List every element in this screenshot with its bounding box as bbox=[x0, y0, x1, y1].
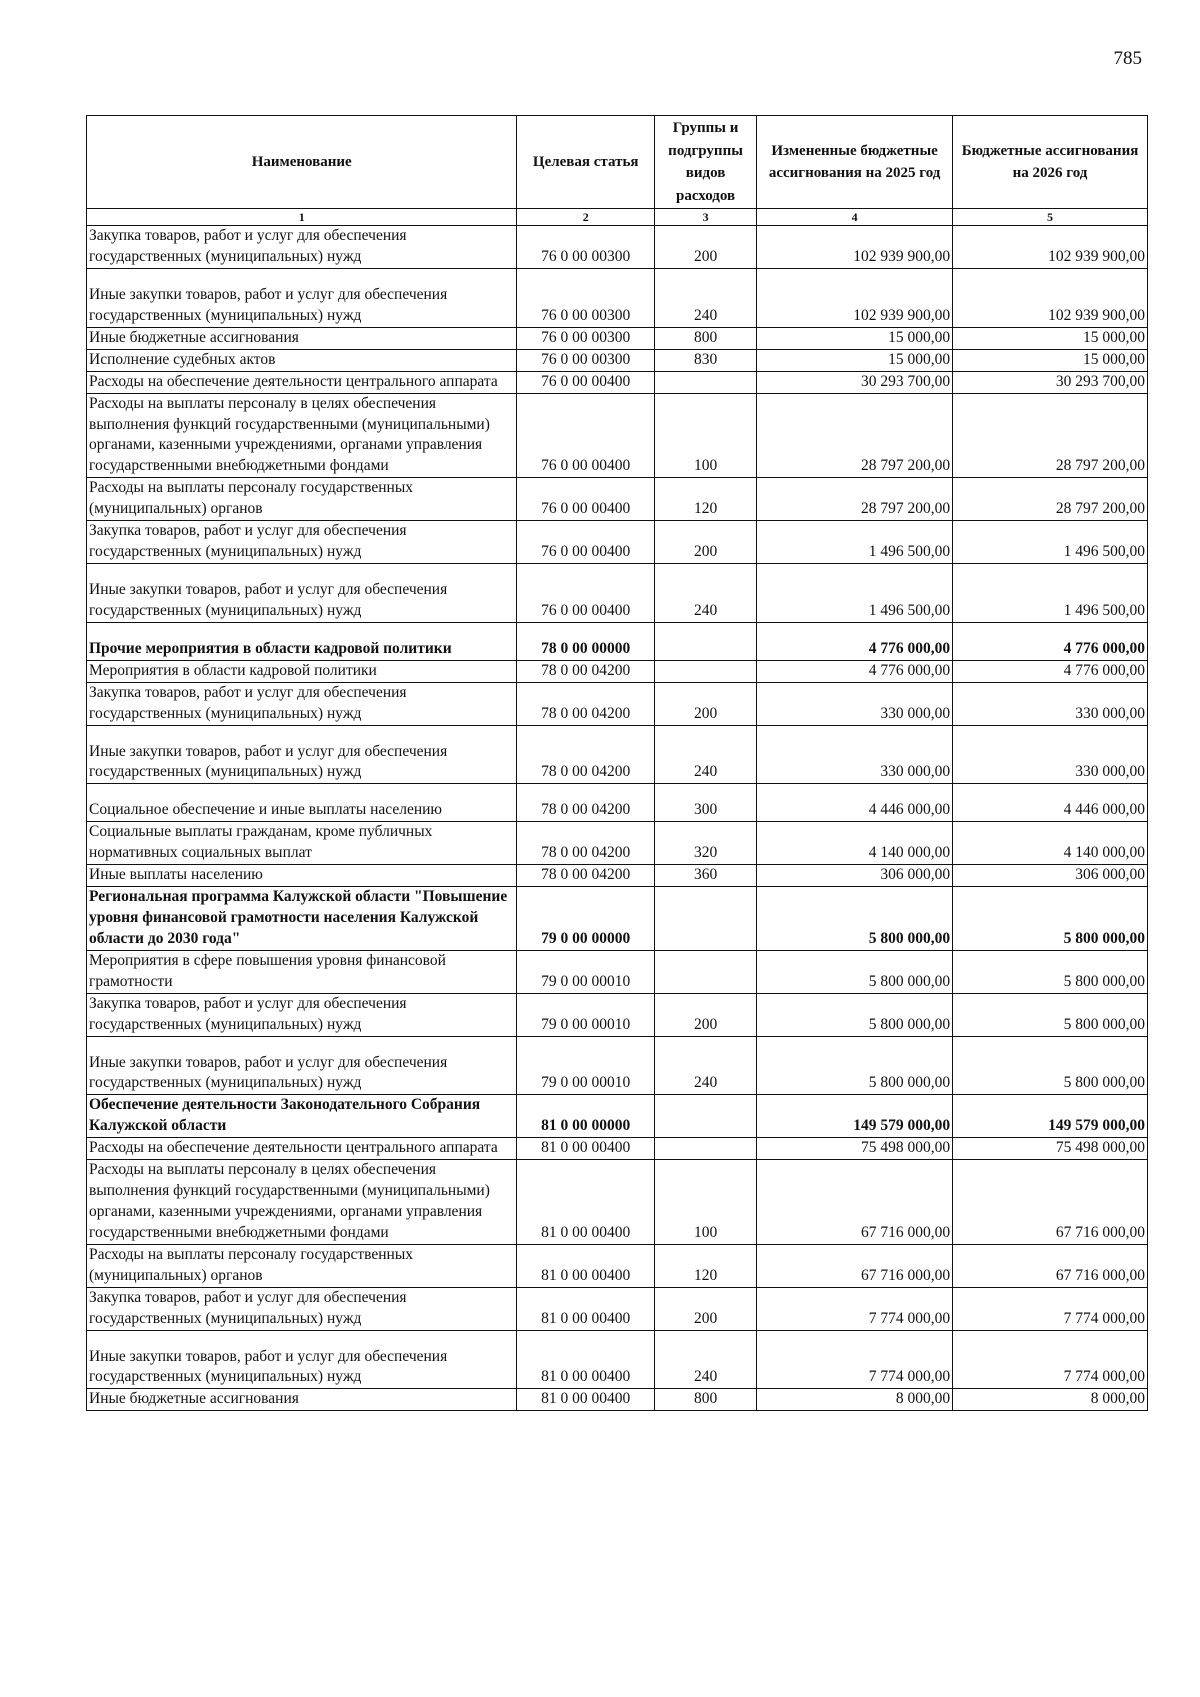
row-amount-2026: 330 000,00 bbox=[953, 725, 1148, 784]
header-expense-groups: Группы и подгруппы видов расходов bbox=[655, 116, 757, 209]
column-number: 2 bbox=[517, 209, 655, 226]
row-amount-2025: 5 800 000,00 bbox=[757, 993, 953, 1036]
table-row bbox=[87, 822, 1148, 865]
row-target-article: 81 0 00 00400 bbox=[517, 1287, 655, 1330]
header-target-article: Целевая статья bbox=[517, 116, 655, 209]
table-row bbox=[87, 1095, 1148, 1138]
table-row bbox=[87, 478, 1148, 521]
row-target-article: 78 0 00 04200 bbox=[517, 725, 655, 784]
row-name: Прочие мероприятия в области кадровой политики bbox=[87, 622, 517, 660]
row-amount-2026: 5 800 000,00 bbox=[953, 950, 1148, 993]
header-name: Наименование bbox=[87, 116, 517, 209]
row-name: Исполнение судебных актов bbox=[87, 349, 517, 371]
row-target-article: 78 0 00 04200 bbox=[517, 865, 655, 887]
row-amount-2026: 102 939 900,00 bbox=[953, 226, 1148, 269]
column-number: 3 bbox=[655, 209, 757, 226]
row-name: Расходы на выплаты персоналу в целях обеспечения выполнения функций государственными (муниципальными) органами, казенными учреждениями, органами управления государственными внебюджетными фондами bbox=[87, 1160, 517, 1245]
table-row bbox=[87, 327, 1148, 349]
row-name: Иные закупки товаров, работ и услуг для обеспечения государственных (муниципальных) нужд bbox=[87, 269, 517, 328]
row-name: Закупка товаров, работ и услуг для обеспечения государственных (муниципальных) нужд bbox=[87, 682, 517, 725]
row-expense-group bbox=[655, 1095, 757, 1138]
row-amount-2025: 8 000,00 bbox=[757, 1389, 953, 1411]
row-expense-group: 120 bbox=[655, 478, 757, 521]
page-number: 785 bbox=[1113, 48, 1142, 69]
row-name: Иные закупки товаров, работ и услуг для обеспечения государственных (муниципальных) нужд bbox=[87, 1330, 517, 1389]
row-amount-2026: 30 293 700,00 bbox=[953, 371, 1148, 393]
row-amount-2026: 4 776 000,00 bbox=[953, 660, 1148, 682]
row-expense-group: 360 bbox=[655, 865, 757, 887]
row-name: Мероприятия в области кадровой политики bbox=[87, 660, 517, 682]
row-target-article: 79 0 00 00000 bbox=[517, 887, 655, 951]
row-expense-group: 800 bbox=[655, 327, 757, 349]
row-expense-group: 240 bbox=[655, 1330, 757, 1389]
table-row bbox=[87, 521, 1148, 564]
row-amount-2025: 4 140 000,00 bbox=[757, 822, 953, 865]
row-amount-2025: 75 498 000,00 bbox=[757, 1138, 953, 1160]
row-amount-2025: 7 774 000,00 bbox=[757, 1287, 953, 1330]
row-name: Иные закупки товаров, работ и услуг для обеспечения государственных (муниципальных) нужд bbox=[87, 1036, 517, 1095]
table-row bbox=[87, 725, 1148, 784]
row-target-article: 81 0 00 00400 bbox=[517, 1160, 655, 1245]
row-expense-group bbox=[655, 622, 757, 660]
row-target-article: 76 0 00 00300 bbox=[517, 269, 655, 328]
row-amount-2026: 306 000,00 bbox=[953, 865, 1148, 887]
row-name: Расходы на выплаты персоналу государственных (муниципальных) органов bbox=[87, 1244, 517, 1287]
row-amount-2026: 28 797 200,00 bbox=[953, 478, 1148, 521]
row-amount-2026: 67 716 000,00 bbox=[953, 1244, 1148, 1287]
row-target-article: 81 0 00 00400 bbox=[517, 1244, 655, 1287]
table-row bbox=[87, 950, 1148, 993]
row-expense-group: 800 bbox=[655, 1389, 757, 1411]
header-amount-2025: Измененные бюджетные ассигнования на 2025 год bbox=[757, 116, 953, 209]
row-target-article: 76 0 00 00300 bbox=[517, 226, 655, 269]
row-amount-2025: 5 800 000,00 bbox=[757, 950, 953, 993]
header-row bbox=[87, 116, 1148, 209]
row-name: Расходы на выплаты персоналу в целях обеспечения выполнения функций государственными (муниципальными) органами, казенными учреждениями, органами управления государственными внебюджетными фондами bbox=[87, 393, 517, 478]
row-name: Иные выплаты населению bbox=[87, 865, 517, 887]
row-target-article: 79 0 00 00010 bbox=[517, 950, 655, 993]
column-number: 4 bbox=[757, 209, 953, 226]
table-row bbox=[87, 226, 1148, 269]
row-name: Иные закупки товаров, работ и услуг для обеспечения государственных (муниципальных) нужд bbox=[87, 725, 517, 784]
header-amount-2026: Бюджетные ассигнования на 2026 год bbox=[953, 116, 1148, 209]
row-amount-2026: 102 939 900,00 bbox=[953, 269, 1148, 328]
column-number: 1 bbox=[87, 209, 517, 226]
row-amount-2026: 7 774 000,00 bbox=[953, 1330, 1148, 1389]
row-name: Закупка товаров, работ и услуг для обеспечения государственных (муниципальных) нужд bbox=[87, 1287, 517, 1330]
table-row bbox=[87, 1287, 1148, 1330]
table-row bbox=[87, 1330, 1148, 1389]
row-name: Социальные выплаты гражданам, кроме публичных нормативных социальных выплат bbox=[87, 822, 517, 865]
row-amount-2026: 67 716 000,00 bbox=[953, 1160, 1148, 1245]
row-expense-group: 300 bbox=[655, 784, 757, 822]
budget-table bbox=[86, 115, 1148, 1411]
row-name: Закупка товаров, работ и услуг для обеспечения государственных (муниципальных) нужд bbox=[87, 226, 517, 269]
row-amount-2025: 30 293 700,00 bbox=[757, 371, 953, 393]
row-amount-2026: 330 000,00 bbox=[953, 682, 1148, 725]
row-name: Социальное обеспечение и иные выплаты населению bbox=[87, 784, 517, 822]
row-amount-2026: 1 496 500,00 bbox=[953, 521, 1148, 564]
row-expense-group bbox=[655, 950, 757, 993]
row-expense-group bbox=[655, 1138, 757, 1160]
table-row bbox=[87, 393, 1148, 478]
row-target-article: 78 0 00 00000 bbox=[517, 622, 655, 660]
table-row bbox=[87, 622, 1148, 660]
table-row bbox=[87, 1244, 1148, 1287]
row-target-article: 76 0 00 00300 bbox=[517, 349, 655, 371]
table-row bbox=[87, 682, 1148, 725]
row-amount-2025: 67 716 000,00 bbox=[757, 1160, 953, 1245]
row-target-article: 76 0 00 00400 bbox=[517, 564, 655, 623]
table-row bbox=[87, 1160, 1148, 1245]
row-target-article: 81 0 00 00400 bbox=[517, 1138, 655, 1160]
row-amount-2025: 306 000,00 bbox=[757, 865, 953, 887]
row-amount-2026: 15 000,00 bbox=[953, 327, 1148, 349]
row-amount-2025: 15 000,00 bbox=[757, 349, 953, 371]
row-name: Закупка товаров, работ и услуг для обеспечения государственных (муниципальных) нужд bbox=[87, 993, 517, 1036]
table-row bbox=[87, 660, 1148, 682]
row-target-article: 76 0 00 00400 bbox=[517, 371, 655, 393]
row-amount-2025: 1 496 500,00 bbox=[757, 564, 953, 623]
row-target-article: 76 0 00 00300 bbox=[517, 327, 655, 349]
row-target-article: 79 0 00 00010 bbox=[517, 993, 655, 1036]
row-amount-2025: 1 496 500,00 bbox=[757, 521, 953, 564]
row-expense-group: 200 bbox=[655, 226, 757, 269]
row-name: Расходы на обеспечение деятельности центрального аппарата bbox=[87, 1138, 517, 1160]
row-amount-2026: 149 579 000,00 bbox=[953, 1095, 1148, 1138]
row-amount-2026: 7 774 000,00 bbox=[953, 1287, 1148, 1330]
table-row bbox=[87, 887, 1148, 951]
row-target-article: 78 0 00 04200 bbox=[517, 682, 655, 725]
row-amount-2026: 5 800 000,00 bbox=[953, 993, 1148, 1036]
row-amount-2026: 15 000,00 bbox=[953, 349, 1148, 371]
table-body bbox=[87, 226, 1148, 1411]
row-amount-2025: 330 000,00 bbox=[757, 682, 953, 725]
row-expense-group: 200 bbox=[655, 993, 757, 1036]
table-row bbox=[87, 1036, 1148, 1095]
row-amount-2025: 28 797 200,00 bbox=[757, 478, 953, 521]
row-expense-group: 240 bbox=[655, 725, 757, 784]
row-expense-group: 830 bbox=[655, 349, 757, 371]
row-target-article: 81 0 00 00400 bbox=[517, 1330, 655, 1389]
row-amount-2025: 15 000,00 bbox=[757, 327, 953, 349]
table-row bbox=[87, 1138, 1148, 1160]
row-amount-2025: 330 000,00 bbox=[757, 725, 953, 784]
row-target-article: 78 0 00 04200 bbox=[517, 660, 655, 682]
row-expense-group bbox=[655, 371, 757, 393]
row-target-article: 78 0 00 04200 bbox=[517, 822, 655, 865]
table-row bbox=[87, 349, 1148, 371]
row-target-article: 79 0 00 00010 bbox=[517, 1036, 655, 1095]
row-amount-2026: 4 446 000,00 bbox=[953, 784, 1148, 822]
row-amount-2025: 102 939 900,00 bbox=[757, 269, 953, 328]
row-amount-2025: 7 774 000,00 bbox=[757, 1330, 953, 1389]
row-expense-group: 320 bbox=[655, 822, 757, 865]
row-amount-2025: 28 797 200,00 bbox=[757, 393, 953, 478]
table-row bbox=[87, 1389, 1148, 1411]
row-target-article: 81 0 00 00400 bbox=[517, 1389, 655, 1411]
row-name: Иные закупки товаров, работ и услуг для обеспечения государственных (муниципальных) нужд bbox=[87, 564, 517, 623]
row-expense-group: 240 bbox=[655, 269, 757, 328]
column-number: 5 bbox=[953, 209, 1148, 226]
table-row bbox=[87, 993, 1148, 1036]
row-expense-group: 200 bbox=[655, 682, 757, 725]
row-amount-2025: 149 579 000,00 bbox=[757, 1095, 953, 1138]
row-amount-2026: 8 000,00 bbox=[953, 1389, 1148, 1411]
row-expense-group: 200 bbox=[655, 1287, 757, 1330]
row-name: Обеспечение деятельности Законодательного Собрания Калужской области bbox=[87, 1095, 517, 1138]
row-expense-group bbox=[655, 887, 757, 951]
row-name: Мероприятия в сфере повышения уровня финансовой грамотности bbox=[87, 950, 517, 993]
row-target-article: 78 0 00 04200 bbox=[517, 784, 655, 822]
row-expense-group: 100 bbox=[655, 1160, 757, 1245]
column-number-row bbox=[87, 209, 1148, 226]
table-row bbox=[87, 564, 1148, 623]
row-name: Расходы на выплаты персоналу государственных (муниципальных) органов bbox=[87, 478, 517, 521]
row-target-article: 76 0 00 00400 bbox=[517, 478, 655, 521]
row-amount-2026: 5 800 000,00 bbox=[953, 887, 1148, 951]
row-name: Иные бюджетные ассигнования bbox=[87, 327, 517, 349]
table-row bbox=[87, 371, 1148, 393]
row-expense-group: 200 bbox=[655, 521, 757, 564]
row-amount-2025: 102 939 900,00 bbox=[757, 226, 953, 269]
row-amount-2026: 4 776 000,00 bbox=[953, 622, 1148, 660]
row-amount-2025: 5 800 000,00 bbox=[757, 1036, 953, 1095]
row-name: Региональная программа Калужской области "Повышение уровня финансовой грамотности населения Калужской области до 2030 года" bbox=[87, 887, 517, 951]
row-amount-2026: 75 498 000,00 bbox=[953, 1138, 1148, 1160]
row-expense-group: 240 bbox=[655, 564, 757, 623]
row-amount-2026: 1 496 500,00 bbox=[953, 564, 1148, 623]
row-amount-2026: 4 140 000,00 bbox=[953, 822, 1148, 865]
table-row bbox=[87, 269, 1148, 328]
row-amount-2025: 67 716 000,00 bbox=[757, 1244, 953, 1287]
row-target-article: 76 0 00 00400 bbox=[517, 393, 655, 478]
row-amount-2025: 4 776 000,00 bbox=[757, 660, 953, 682]
row-expense-group: 120 bbox=[655, 1244, 757, 1287]
table-row bbox=[87, 784, 1148, 822]
row-expense-group: 100 bbox=[655, 393, 757, 478]
row-amount-2026: 28 797 200,00 bbox=[953, 393, 1148, 478]
row-target-article: 81 0 00 00000 bbox=[517, 1095, 655, 1138]
row-name: Закупка товаров, работ и услуг для обеспечения государственных (муниципальных) нужд bbox=[87, 521, 517, 564]
table-row bbox=[87, 865, 1148, 887]
row-expense-group: 240 bbox=[655, 1036, 757, 1095]
row-amount-2025: 4 446 000,00 bbox=[757, 784, 953, 822]
row-name: Расходы на обеспечение деятельности центрального аппарата bbox=[87, 371, 517, 393]
row-amount-2025: 5 800 000,00 bbox=[757, 887, 953, 951]
row-amount-2026: 5 800 000,00 bbox=[953, 1036, 1148, 1095]
row-target-article: 76 0 00 00400 bbox=[517, 521, 655, 564]
row-amount-2025: 4 776 000,00 bbox=[757, 622, 953, 660]
row-expense-group bbox=[655, 660, 757, 682]
row-name: Иные бюджетные ассигнования bbox=[87, 1389, 517, 1411]
